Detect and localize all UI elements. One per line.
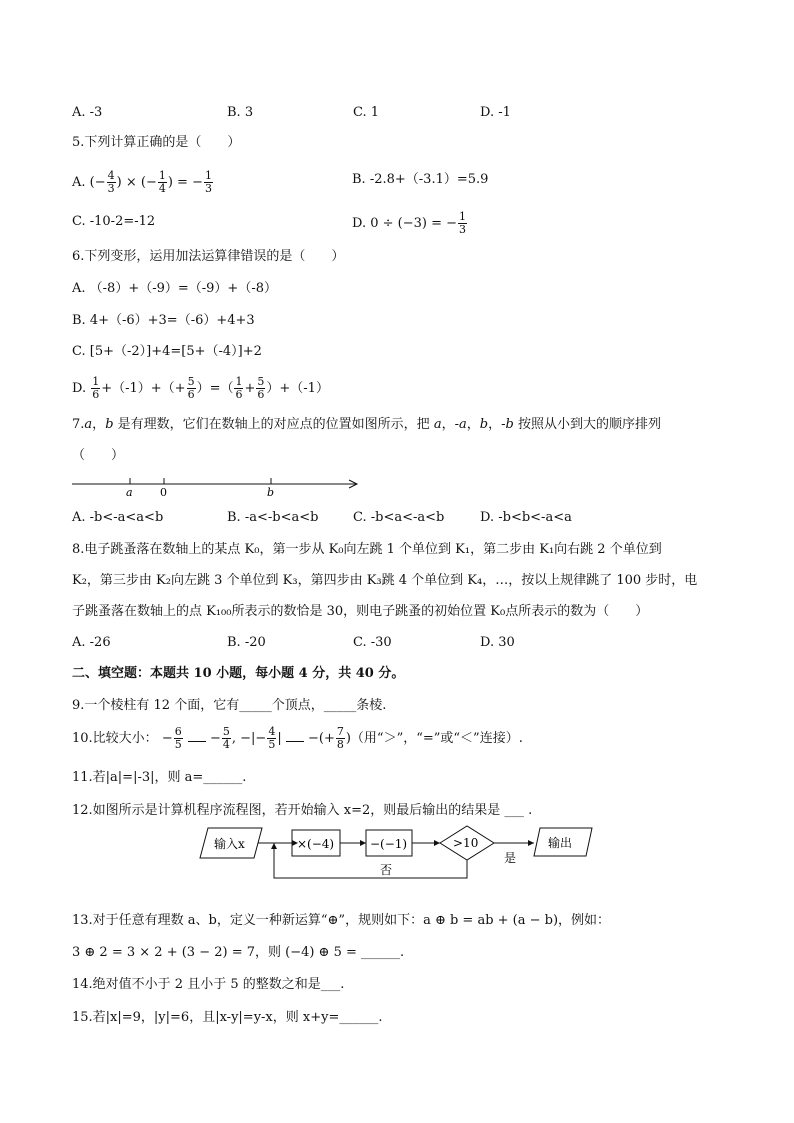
q6-option-d[interactable]: D. $\frac{1}{6}$ +（-1）+（+ $\frac{5}{6}$ ）=（ $\frac{1}{6}$ + $\frac{5}{6}$ ）+（-1） [72,375,329,401]
q15-text: 15.若|x|=9，|y|=6，且|x-y|=y-x，则 x+y=______. [72,1010,383,1025]
flow-yes-label: 是 [504,851,517,865]
q11-text: 11.若|a|=|-3|，则 a=______. [72,770,247,785]
q7-paren: （ ） [72,448,125,463]
q10-blank-1[interactable] [188,729,206,742]
q9-text: 9.一个棱柱有 12 个面，它有_____个顶点，_____条棱. [72,698,387,713]
q8-option-d[interactable]: D. 30 [480,635,515,650]
label-a: a [126,486,133,498]
q8-line-3: 子跳蚤落在数轴上的点 K₁₀₀所表示的数恰是 30，则电子跳蚤的初始位置 K₀点所表示的数为（ ） [72,604,649,619]
label-zero: 0 [160,486,167,498]
label-b: b [267,486,275,498]
q10-text: 10.比较大小： − $\frac{6}{5}$ − $\frac{5}{4}$ , −|− $\frac{4}{5}$ | −(+ $\frac{7}{8}$ )（用“＞”，“=”或“＜”连接）. [72,725,523,751]
q4-option-c[interactable]: C. 1 [353,105,380,120]
flow-output-label: 输出 [548,836,573,850]
q7-number-line [68,474,364,498]
q6-stem: 6.下列变形，运用加法运算律错误的是（ ） [72,249,345,264]
section-2-title: 二、填空题：本题共 10 小题，每小题 4 分，共 40 分。 [72,666,405,681]
q5-option-c[interactable]: C. -10-2=-12 [72,214,156,229]
q5-a-label: A. [72,175,86,190]
q6-option-c[interactable]: C. [5+（-2）]+4=[5+（-4）]+2 [72,344,262,359]
q12-text: 12.如图所示是计算机程序流程图，若开始输入 x=2，则最后输出的结果是 ___ . [72,803,533,818]
q4-option-a[interactable]: A. -3 [72,105,103,120]
q5-stem: 5.下列计算正确的是（ ） [72,135,241,150]
q6-d-label: D. [72,381,87,396]
q7-option-c[interactable]: C. -b<a<-a<b [353,510,445,525]
q8-line-2: K₂，第三步由 K₂向左跳 3 个单位到 K₃，第四步由 K₃跳 4 个单位到 K₄，…，按以上规律跳了 100 步时，电 [72,573,698,588]
q13-line-2: 3 ⊕ 2 = 3 × 2 + (3 − 2) = 7，则 (−4) ⊕ 5 = ______. [72,945,405,960]
q8-option-a[interactable]: A. -26 [72,635,111,650]
q5-option-a[interactable]: A. (− $\frac{4}{3}$ ) × (− $\frac{1}{4}$ ) = − $\frac{1}{3}$ [72,169,212,195]
q6-option-a[interactable]: A. （-8）+（-9）=（-9）+（-8） [72,281,277,296]
q4-option-b[interactable]: B. 3 [227,105,254,120]
q12-flowchart [196,824,596,882]
q7-option-a[interactable]: A. -b<-a<a<b [72,510,164,525]
q7-option-d[interactable]: D. -b<b<-a<a [480,510,572,525]
q7-stem: 7.a，b 是有理数，它们在数轴上的对应点的位置如图所示，把 a，-a，b，-b 按照从小到大的顺序排列 [72,417,661,432]
q5-option-d[interactable]: D. 0 ÷ (−3) = − $\frac{1}{3}$ [352,210,467,236]
flow-no-label: 否 [380,863,393,877]
q5-option-b[interactable]: B. -2.8+（-3.1）=5.9 [352,172,489,187]
q10-blank-2[interactable] [286,729,304,742]
q7-option-b[interactable]: B. -a<-b<a<b [227,510,319,525]
flow-input-label: 输入x [214,837,245,851]
flow-condition-label: >10 [453,836,479,850]
q5-d-label: D. [352,216,367,231]
q13-line-1: 13.对于任意有理数 a、b，定义一种新运算“⊕”，规则如下：a ⊕ b = ab + (a − b)，例如： [72,913,611,928]
q4-option-d[interactable]: D. -1 [480,105,511,120]
q14-text: 14.绝对值不小于 2 且小于 5 的整数之和是___. [72,977,345,992]
q8-option-b[interactable]: B. -20 [227,635,266,650]
q8-line-1: 8.电子跳蚤落在数轴上的某点 K₀，第一步从 K₀向左跳 1 个单位到 K₁，第二步由 K₁向右跳 2 个单位到 [72,542,662,557]
flow-subtract-label: −(−1) [370,837,408,851]
flow-multiply-label: ×(−4) [297,837,335,851]
q6-option-b[interactable]: B. 4+（-6）+3=（-6）+4+3 [72,313,255,328]
q8-option-c[interactable]: C. -30 [353,635,392,650]
